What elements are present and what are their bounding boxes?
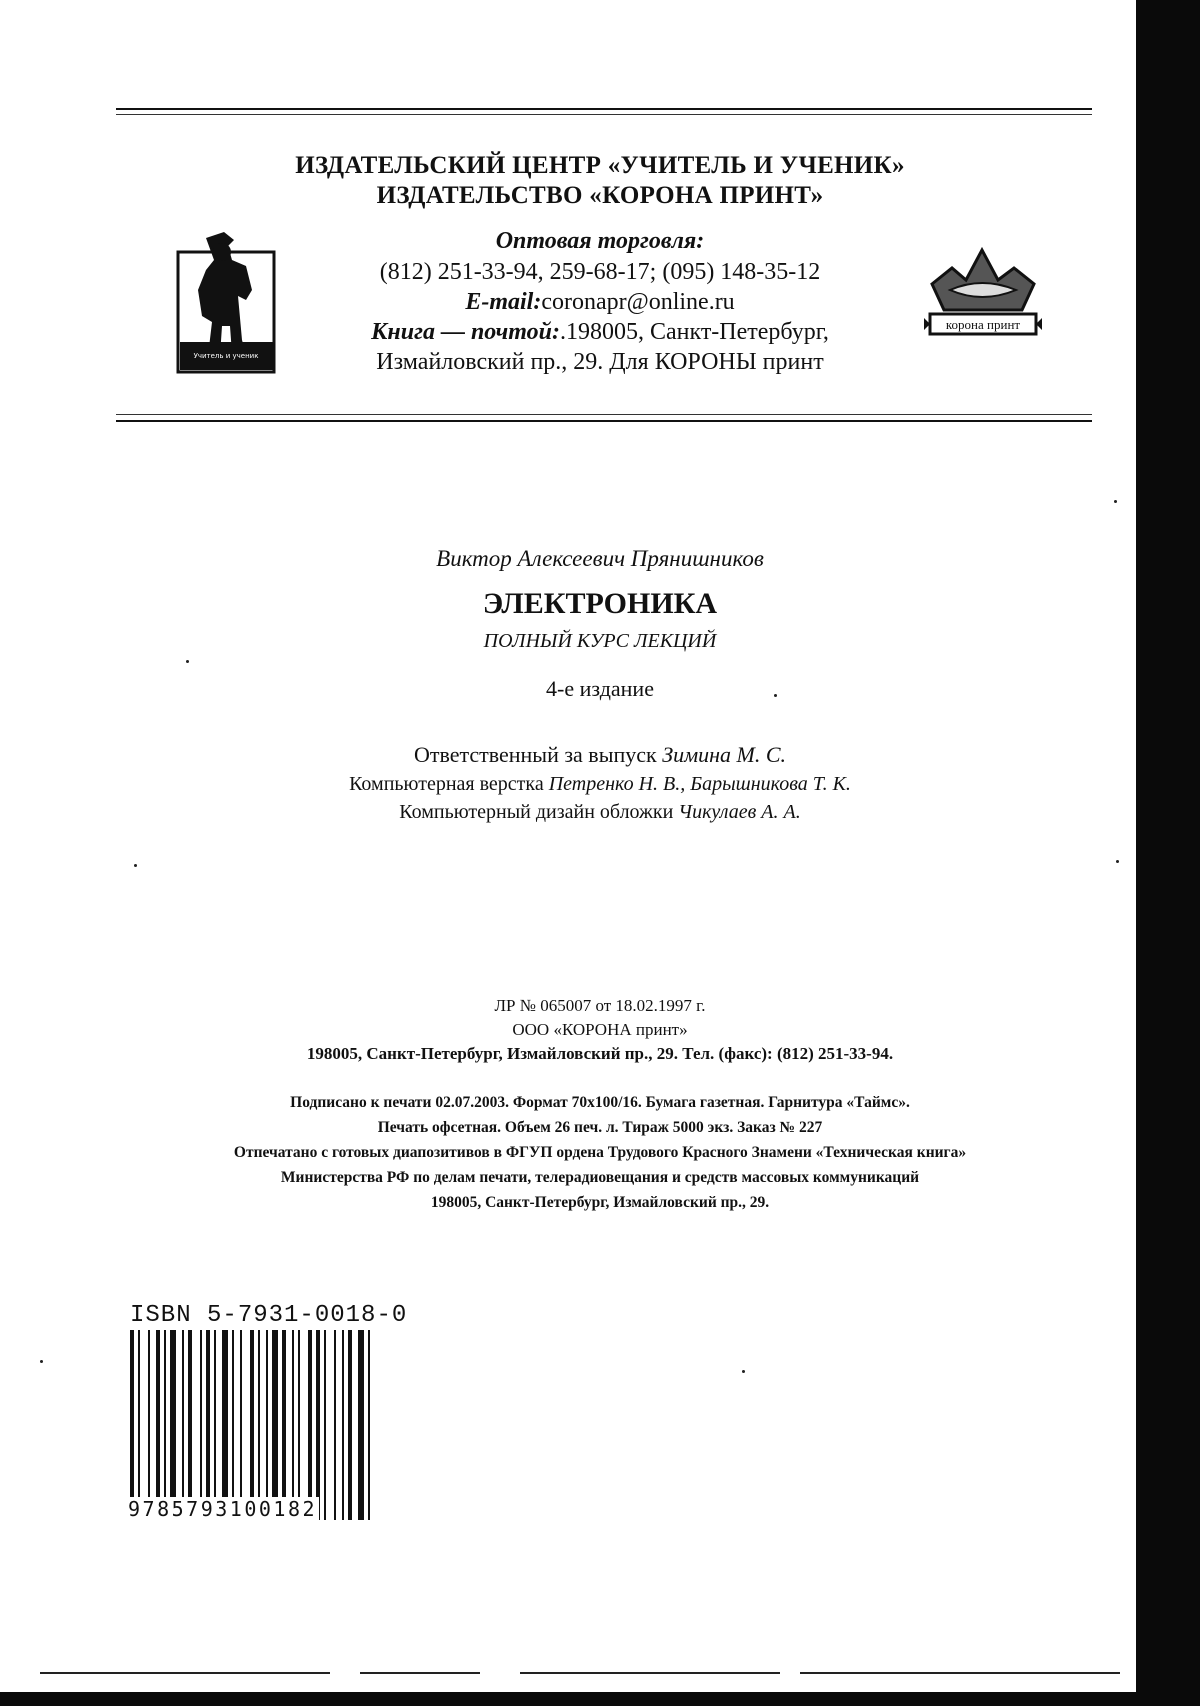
scan-speck <box>1116 860 1119 863</box>
credit-person: Зимина М. С. <box>662 742 787 767</box>
header-top-rule-thin <box>116 114 1092 115</box>
korona-print-logo-icon <box>922 246 1044 342</box>
barcode-bar <box>342 1330 344 1520</box>
barcode-bar <box>130 1330 134 1520</box>
barcode-bar <box>324 1330 326 1520</box>
barcode-bar <box>358 1330 364 1520</box>
scan-speck <box>742 1370 745 1373</box>
wholesale-label: Оптовая торговля: <box>495 228 705 254</box>
header-bottom-rule-thin <box>116 414 1092 415</box>
barcode-bar <box>182 1330 184 1520</box>
scan-speck <box>186 660 189 663</box>
wholesale-phones: (812) 251-33-94, 259-68-17; (095) 148-35-12 <box>379 259 821 285</box>
scan-speck <box>1114 500 1117 503</box>
barcode-bar <box>316 1330 320 1520</box>
barcode-bar <box>138 1330 140 1520</box>
barcode-bar <box>282 1330 286 1520</box>
header-top-rule <box>116 108 1092 110</box>
company-line: ООО «КОРОНА принт» <box>512 1020 688 1039</box>
print-line-3: Отпечатано с готовых диапозитивов в ФГУП ордена Трудового Красного Знамени «Техническая книга» <box>233 1144 967 1161</box>
scan-bottom-line <box>800 1672 1120 1674</box>
barcode-bar <box>164 1330 166 1520</box>
barcode-bar <box>266 1330 268 1520</box>
credit-line-3 <box>0 801 1200 824</box>
email-address: coronapr@online.ru <box>541 289 735 315</box>
barcode-bar <box>258 1330 260 1520</box>
print-line-4: Министерства РФ по делам печати, телерадиовещания и средств массовых коммуникаций <box>280 1169 920 1186</box>
barcode-bar <box>348 1330 352 1520</box>
scan-speck <box>40 1360 43 1363</box>
print-line-5: 198005, Санкт-Петербург, Измайловский пр., 29. <box>430 1194 770 1211</box>
book-edition: 4-е издание <box>546 676 654 701</box>
barcode-bar <box>298 1330 300 1520</box>
scan-speck <box>134 864 137 867</box>
barcode-bar <box>206 1330 210 1520</box>
logo-right-caption: корона принт <box>945 317 1021 332</box>
barcode-bar <box>292 1330 294 1520</box>
scan-right-edge <box>1136 0 1200 1706</box>
credit-person: Петренко Н. В., Барышникова Т. К. <box>548 773 851 795</box>
barcode-bar <box>156 1330 160 1520</box>
scan-bottom-line <box>40 1672 330 1674</box>
barcode-digits: 9785793100182 <box>128 1497 318 1521</box>
barcode-bar <box>214 1330 216 1520</box>
scan-bottom-line <box>520 1672 780 1674</box>
mail-order-address: .198005, Санкт-Петербург, <box>559 319 829 345</box>
barcode-bar <box>188 1330 192 1520</box>
barcode-bar <box>272 1330 278 1520</box>
barcode-bar <box>368 1330 370 1520</box>
scan-bottom-line <box>360 1672 480 1674</box>
credit-line-1 <box>0 742 1200 768</box>
isbn-label: ISBN 5-7931-0018-0 <box>130 1302 408 1329</box>
header-bottom-rule <box>116 420 1092 422</box>
print-line-2: Печать офсетная. Объем 26 печ. л. Тираж 5000 экз. Заказ № 227 <box>377 1119 823 1136</box>
barcode-bar <box>250 1330 254 1520</box>
barcode-bar <box>240 1330 242 1520</box>
credit-role: Компьютерный дизайн обложки <box>399 801 674 823</box>
logo-left-caption: Учитель и ученик <box>193 352 259 360</box>
scan-bottom-edge <box>0 1692 1200 1706</box>
print-line-1: Подписано к печати 02.07.2003. Формат 70x100/16. Бумага газетная. Гарнитура «Таймс». <box>290 1094 910 1111</box>
book-title: ЭЛЕКТРОНИКА <box>482 587 718 620</box>
barcode-bar <box>170 1330 176 1520</box>
credit-role: Ответственный за выпуск <box>413 742 657 767</box>
credit-person: Чикулаев А. А. <box>678 801 801 823</box>
book-subtitle: ПОЛНЫЙ КУРС ЛЕКЦИЙ <box>483 630 717 652</box>
barcode-bar <box>148 1330 150 1520</box>
scan-speck <box>774 694 777 697</box>
barcode-bar <box>200 1330 202 1520</box>
credit-role: Компьютерная верстка <box>349 773 544 795</box>
mail-order-label: Книга — почтой: <box>371 319 560 345</box>
publisher-line-1: ИЗДАТЕЛЬСКИЙ ЦЕНТР «УЧИТЕЛЬ И УЧЕНИК» <box>295 152 905 179</box>
email-label: E-mail: <box>465 289 542 315</box>
barcode-bar <box>308 1330 312 1520</box>
barcode-bar <box>334 1330 336 1520</box>
barcode-bar <box>222 1330 228 1520</box>
isbn-barcode <box>128 1330 374 1520</box>
author-name: Виктор Алексеевич Прянишников <box>436 546 764 571</box>
license-line: ЛР № 065007 от 18.02.1997 г. <box>494 996 706 1015</box>
publisher-line-2: ИЗДАТЕЛЬСТВО «КОРОНА ПРИНТ» <box>376 182 824 209</box>
barcode-bar <box>232 1330 234 1520</box>
company-address-line: 198005, Санкт-Петербург, Измайловский пр., 29. Тел. (факс): (812) 251-33-94. <box>306 1044 894 1063</box>
mail-order-address-2: Измайловский пр., 29. Для КОРОНЫ принт <box>376 349 824 375</box>
credit-line-2 <box>0 773 1200 796</box>
